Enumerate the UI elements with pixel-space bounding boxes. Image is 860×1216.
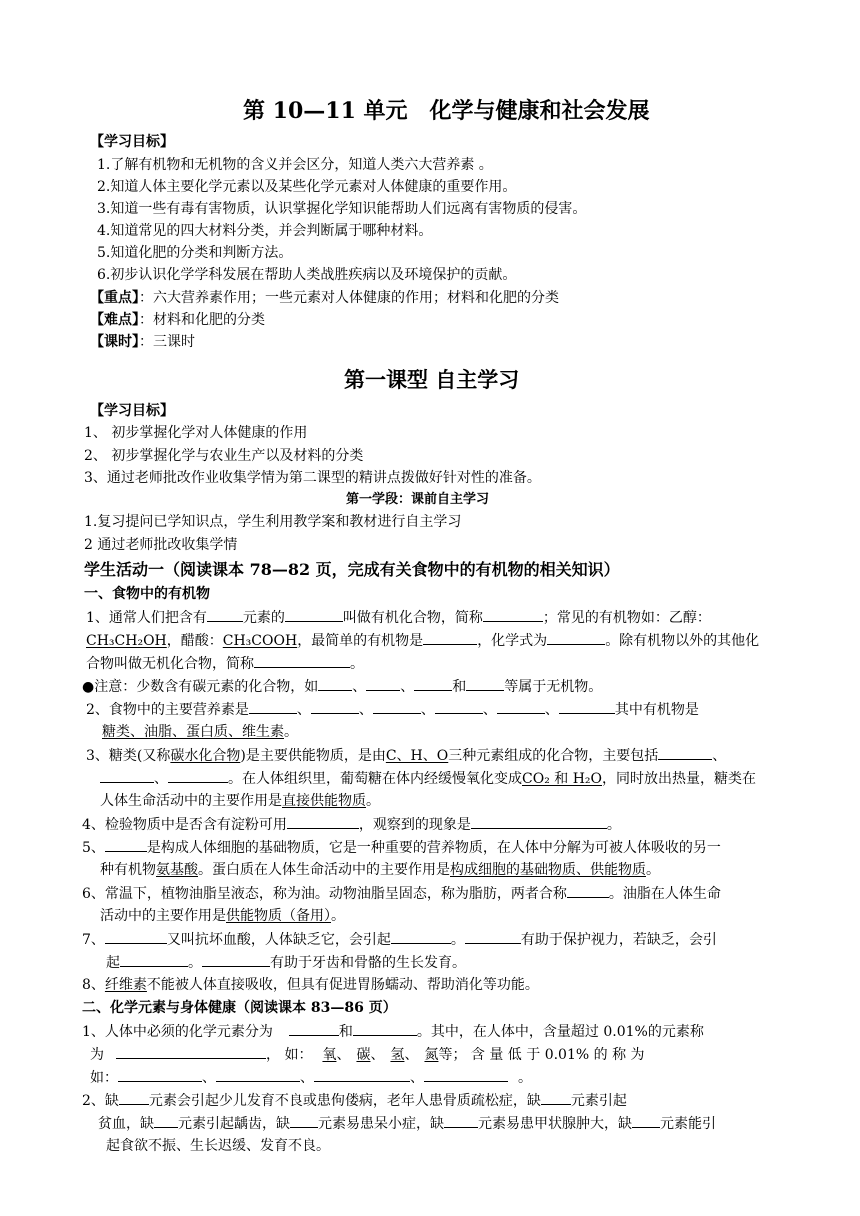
- answer-blank[interactable]: [254, 653, 350, 668]
- question-1-line-3: 合物叫做无机化合物，简称 。: [86, 653, 364, 674]
- answer-blank[interactable]: [154, 1113, 178, 1128]
- question-7-line-2: 起 。 有助于牙齿和骨骼的生长发育。: [106, 952, 466, 973]
- answer-blank[interactable]: [207, 607, 243, 622]
- answer-blank[interactable]: [541, 1090, 571, 1105]
- answer-blank[interactable]: [567, 883, 609, 898]
- section-title: 第一课型 自主学习: [344, 367, 520, 392]
- part2-question-1-line-3: 如： 、 、 、 。: [90, 1067, 532, 1088]
- question-1-line-1: 1、通常人们把含有 元素的 叫做有机化合物，简称 ；常见的有机物如：乙醇：: [86, 607, 711, 628]
- answer-blank[interactable]: [116, 1044, 266, 1059]
- answer-blank[interactable]: [658, 745, 712, 760]
- part2-question-1-line-1: 1、人体中必须的化学元素分为 和 。其中，在人体中，含量超过 0.01%的元素称: [82, 1021, 704, 1042]
- answer-blank[interactable]: [423, 630, 477, 645]
- stage-title: 第一学段：课前自主学习: [346, 492, 490, 507]
- page-title: 第 10—11 单元 化学与健康和社会发展: [243, 98, 650, 124]
- section-objective-item: 1、 初步掌握化学对人体健康的作用: [84, 425, 308, 441]
- answer-blank[interactable]: [466, 676, 504, 691]
- objective-item: 5.知道化肥的分类和判断方法。: [97, 245, 293, 261]
- answer-blank[interactable]: [547, 630, 605, 645]
- answer-blank[interactable]: [119, 1090, 149, 1105]
- answer-blank[interactable]: [353, 1021, 417, 1036]
- objectives-header: 【学习目标】: [90, 134, 174, 150]
- answer-blank[interactable]: [444, 1113, 478, 1128]
- objective-item: 6.初步认识化学学科发展在帮助人类战胜疾病以及环境保护的贡献。: [97, 267, 517, 283]
- key-points: 【重点】：六大营养素作用；一些元素对人体健康的作用；材料和化肥的分类: [90, 290, 559, 306]
- section-objectives-header: 【学习目标】: [90, 403, 174, 419]
- part2-question-1-line-2: 为 ， 如： 氧、 碳、 氢、 氮等； 含 量 低 于 0.01% 的 称 为: [90, 1044, 645, 1065]
- section-objective-item: 3、通过老师批改作业收集学情为第二课型的精讲点拨做好针对性的准备。: [84, 470, 541, 486]
- answer-blank[interactable]: [202, 952, 270, 967]
- question-5-line-2: 种有机物氨基酸。蛋白质在人体生命活动中的主要作用是构成细胞的基础物质、供能物质。: [100, 862, 660, 878]
- part1-heading: 一、食物中的有机物: [84, 586, 210, 602]
- question-2-line-2: 糖类、油脂、蛋白质、维生素。: [102, 724, 298, 740]
- answer-blank[interactable]: [366, 676, 400, 691]
- answer-blank[interactable]: [289, 1021, 339, 1036]
- answer-blank[interactable]: [290, 1113, 318, 1128]
- activity-title: 学生活动一（阅读课本 78—82 页，完成有关食物中的有机物的相关知识）: [84, 560, 620, 579]
- question-8: 8、纤维素不能被人体直接吸收，但具有促进胃肠蠕动、帮助消化等功能。: [82, 977, 539, 993]
- objective-item: 3.知道一些有毒有害物质，认识掌握化学知识能帮助人们远离有害物质的侵害。: [97, 201, 587, 217]
- answer-blank[interactable]: [314, 1067, 410, 1082]
- answer-blank[interactable]: [424, 1067, 508, 1082]
- difficult-points: 【难点】：材料和化肥的分类: [90, 312, 265, 328]
- answer-blank[interactable]: [311, 699, 359, 714]
- answer-blank[interactable]: [100, 768, 154, 783]
- question-6-line-2: 活动中的主要作用是供能物质（备用）。: [100, 908, 345, 924]
- answer-blank[interactable]: [373, 699, 421, 714]
- part2-question-2-line-1: 2、缺 元素会引起少儿发育不良或患佝偻病，老年人患骨质疏松症，缺 元素引起: [82, 1090, 627, 1111]
- objective-item: 1.了解有机物和无机物的含义并会区分，知道人类六大营养素 。: [97, 157, 493, 173]
- objective-item: 2.知道人体主要化学元素以及某些化学元素对人体健康的重要作用。: [97, 179, 517, 195]
- answer-blank[interactable]: [287, 814, 359, 829]
- stage-item: 2 通过老师批改收集学情: [84, 537, 238, 553]
- answer-blank[interactable]: [632, 1113, 660, 1128]
- answer-blank[interactable]: [249, 699, 297, 714]
- answer-blank[interactable]: [471, 814, 607, 829]
- answer-blank[interactable]: [391, 929, 451, 944]
- note-line: ●注意：少数含有碳元素的化合物，如 、 、 和 等属于无机物。: [82, 676, 602, 697]
- question-4: 4、检验物质中是否含有淀粉可用 ，观察到的现象是 。: [82, 814, 621, 835]
- question-6-line-1: 6、常温下，植物油脂呈液态，称为油。动物油脂呈固态，称为脂肪，两者合称 。油脂在人体生命: [82, 883, 721, 904]
- part2-question-2-line-3: 起食欲不振、生长迟缓、发育不良。: [106, 1138, 330, 1154]
- answer-blank[interactable]: [216, 1067, 300, 1082]
- question-1-line-2: CH₃CH₂OH，醋酸：CH₃COOH，最简单的有机物是 ，化学式为 。除有机物以外的其他化: [86, 630, 759, 651]
- answer-blank[interactable]: [168, 768, 228, 783]
- answer-blank[interactable]: [497, 699, 545, 714]
- question-7-line-1: 7、 又叫抗坏血酸，人体缺乏它，会引起 。 有助于保护视力，若缺乏，会引: [82, 929, 717, 950]
- answer-blank[interactable]: [318, 676, 352, 691]
- answer-blank[interactable]: [105, 837, 147, 852]
- part2-heading: 二、化学元素与身体健康（阅读课本 83—86 页）: [82, 1000, 397, 1016]
- question-3-line-1: 3、糖类(又称碳水化合物)是主要供能物质，是由C、H、O三种元素组成的化合物，主要包括 、: [86, 745, 726, 766]
- question-5-line-1: 5、 是构成人体细胞的基础物质，它是一种重要的营养物质，在人体中分解为可被人体吸收的另一: [82, 837, 721, 858]
- question-2-line-1: 2、食物中的主要营养素是 、 、 、 、 、 其中有机物是: [86, 699, 699, 720]
- answer-blank[interactable]: [483, 607, 543, 622]
- stage-item: 1.复习提问已学知识点，学生利用教学案和教材进行自主学习: [84, 514, 462, 530]
- answer-blank[interactable]: [435, 699, 483, 714]
- class-hours: 【课时】：三课时: [90, 334, 195, 350]
- answer-blank[interactable]: [120, 952, 188, 967]
- section-objective-item: 2、 初步掌握化学与农业生产以及材料的分类: [84, 448, 364, 464]
- objective-item: 4.知道常见的四大材料分类，并会判断属于哪种材料。: [97, 223, 433, 239]
- answer-blank[interactable]: [285, 607, 343, 622]
- answer-blank[interactable]: [105, 929, 167, 944]
- part2-question-2-line-2: 贫血，缺 元素引起龋齿，缺 元素易患呆小症，缺 元素易患甲状腺肿大，缺 元素能引: [98, 1113, 716, 1134]
- question-3-line-2: 、 。在人体组织里，葡萄糖在体内经缓慢氧化变成CO₂ 和 H₂O，同时放出热量，糖类在: [100, 768, 756, 789]
- answer-blank[interactable]: [559, 699, 615, 714]
- answer-blank[interactable]: [465, 929, 521, 944]
- question-3-line-3: 人体生命活动中的主要作用是直接供能物质。: [100, 793, 380, 809]
- answer-blank[interactable]: [414, 676, 452, 691]
- answer-blank[interactable]: [118, 1067, 202, 1082]
